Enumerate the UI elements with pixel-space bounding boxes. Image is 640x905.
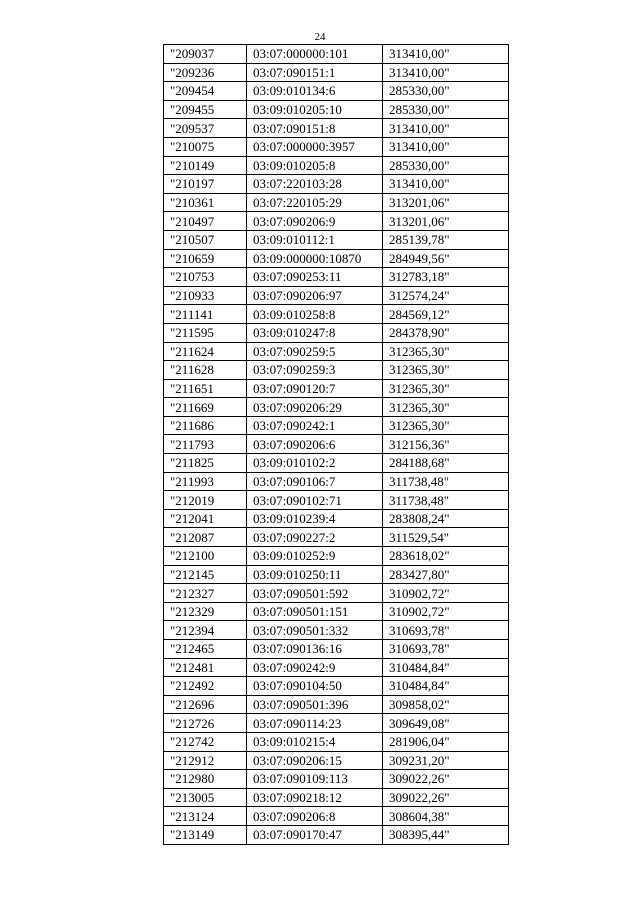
cadastral-number-cell: 03:09:010112:1 bbox=[247, 230, 383, 249]
table-row bbox=[164, 677, 509, 696]
cadastral-number-cell: 03:09:010134:6 bbox=[247, 82, 383, 101]
row-id-cell: "209037 bbox=[164, 45, 247, 64]
page-number: 24 bbox=[314, 31, 326, 43]
table-row bbox=[164, 286, 509, 305]
amount-cell: 308395,44" bbox=[383, 825, 509, 844]
table-row bbox=[164, 398, 509, 417]
row-id-cell: "213005 bbox=[164, 788, 247, 807]
amount-cell: 311529,54" bbox=[383, 528, 509, 547]
amount-cell: 285330,00" bbox=[383, 100, 509, 119]
row-id-cell: "212087 bbox=[164, 528, 247, 547]
amount-cell: 312783,18" bbox=[383, 268, 509, 287]
cadastral-number-cell: 03:09:010239:4 bbox=[247, 509, 383, 528]
amount-cell: 285330,00" bbox=[383, 82, 509, 101]
row-id-cell: "212980 bbox=[164, 770, 247, 789]
amount-cell: 308604,38" bbox=[383, 807, 509, 826]
table-row bbox=[164, 770, 509, 789]
table-row bbox=[164, 658, 509, 677]
table-row bbox=[164, 305, 509, 324]
amount-cell: 311738,48" bbox=[383, 491, 509, 510]
amount-cell: 311738,48" bbox=[383, 472, 509, 491]
cadastral-number-cell: 03:09:010205:10 bbox=[247, 100, 383, 119]
cadastral-number-cell: 03:07:090206:97 bbox=[247, 286, 383, 305]
cadastral-number-cell: 03:07:090253:11 bbox=[247, 268, 383, 287]
row-id-cell: "212912 bbox=[164, 751, 247, 770]
amount-cell: 313410,00" bbox=[383, 137, 509, 156]
amount-cell: 313410,00" bbox=[383, 63, 509, 82]
amount-cell: 309231,20" bbox=[383, 751, 509, 770]
row-id-cell: "210753 bbox=[164, 268, 247, 287]
row-id-cell: "212696 bbox=[164, 695, 247, 714]
cadastral-number-cell: 03:07:090170:47 bbox=[247, 825, 383, 844]
row-id-cell: "211669 bbox=[164, 398, 247, 417]
table-row bbox=[164, 454, 509, 473]
row-id-cell: "212465 bbox=[164, 640, 247, 659]
table-row bbox=[164, 528, 509, 547]
table-row bbox=[164, 416, 509, 435]
row-id-cell: "209236 bbox=[164, 63, 247, 82]
amount-cell: 313410,00" bbox=[383, 175, 509, 194]
table-row bbox=[164, 175, 509, 194]
table-row bbox=[164, 249, 509, 268]
cadastral-number-cell: 03:09:010205:8 bbox=[247, 156, 383, 175]
amount-cell: 281906,04" bbox=[383, 732, 509, 751]
cadastral-number-cell: 03:07:090242:9 bbox=[247, 658, 383, 677]
row-id-cell: "210075 bbox=[164, 137, 247, 156]
amount-cell: 309022,26" bbox=[383, 770, 509, 789]
row-id-cell: "209454 bbox=[164, 82, 247, 101]
cadastral-number-cell: 03:07:090501:332 bbox=[247, 621, 383, 640]
amount-cell: 285330,00" bbox=[383, 156, 509, 175]
table-body bbox=[164, 45, 509, 845]
cadastral-number-cell: 03:07:090120:7 bbox=[247, 379, 383, 398]
table-row bbox=[164, 379, 509, 398]
row-id-cell: "212481 bbox=[164, 658, 247, 677]
row-id-cell: "210933 bbox=[164, 286, 247, 305]
row-id-cell: "211141 bbox=[164, 305, 247, 324]
cadastral-number-cell: 03:07:090227:2 bbox=[247, 528, 383, 547]
table-row bbox=[164, 640, 509, 659]
row-id-cell: "213124 bbox=[164, 807, 247, 826]
amount-cell: 310902,72" bbox=[383, 584, 509, 603]
cadastral-number-cell: 03:07:090206:8 bbox=[247, 807, 383, 826]
data-table bbox=[163, 44, 509, 845]
table-row bbox=[164, 193, 509, 212]
amount-cell: 285139,78" bbox=[383, 230, 509, 249]
row-id-cell: "211651 bbox=[164, 379, 247, 398]
cadastral-number-cell: 03:09:010247:8 bbox=[247, 323, 383, 342]
table-row bbox=[164, 230, 509, 249]
cadastral-number-cell: 03:07:090151:1 bbox=[247, 63, 383, 82]
amount-cell: 310693,78" bbox=[383, 621, 509, 640]
row-id-cell: "212742 bbox=[164, 732, 247, 751]
row-id-cell: "212041 bbox=[164, 509, 247, 528]
cadastral-number-cell: 03:07:090259:3 bbox=[247, 361, 383, 380]
table-row bbox=[164, 156, 509, 175]
table-row bbox=[164, 268, 509, 287]
amount-cell: 310693,78" bbox=[383, 640, 509, 659]
cadastral-number-cell: 03:07:220103:28 bbox=[247, 175, 383, 194]
table-row bbox=[164, 695, 509, 714]
amount-cell: 313410,00" bbox=[383, 45, 509, 64]
amount-cell: 312365,30" bbox=[383, 398, 509, 417]
amount-cell: 283618,02" bbox=[383, 547, 509, 566]
amount-cell: 309858,02" bbox=[383, 695, 509, 714]
cadastral-number-cell: 03:07:090206:15 bbox=[247, 751, 383, 770]
table-row bbox=[164, 100, 509, 119]
cadastral-number-cell: 03:07:090136:16 bbox=[247, 640, 383, 659]
table-row bbox=[164, 212, 509, 231]
row-id-cell: "211628 bbox=[164, 361, 247, 380]
cadastral-number-cell: 03:07:220105:29 bbox=[247, 193, 383, 212]
cadastral-number-cell: 03:07:090501:592 bbox=[247, 584, 383, 603]
row-id-cell: "211825 bbox=[164, 454, 247, 473]
amount-cell: 313410,00" bbox=[383, 119, 509, 138]
amount-cell: 284188,68" bbox=[383, 454, 509, 473]
row-id-cell: "209455 bbox=[164, 100, 247, 119]
amount-cell: 283427,80" bbox=[383, 565, 509, 584]
amount-cell: 313201,06" bbox=[383, 212, 509, 231]
row-id-cell: "210659 bbox=[164, 249, 247, 268]
row-id-cell: "209537 bbox=[164, 119, 247, 138]
cadastral-number-cell: 03:07:090114:23 bbox=[247, 714, 383, 733]
cadastral-number-cell: 03:09:010252:9 bbox=[247, 547, 383, 566]
table-row bbox=[164, 714, 509, 733]
row-id-cell: "212329 bbox=[164, 602, 247, 621]
cadastral-number-cell: 03:07:090151:8 bbox=[247, 119, 383, 138]
table-row bbox=[164, 435, 509, 454]
cadastral-number-cell: 03:09:010258:8 bbox=[247, 305, 383, 324]
table-row bbox=[164, 825, 509, 844]
amount-cell: 312574,24" bbox=[383, 286, 509, 305]
amount-cell: 284949,56" bbox=[383, 249, 509, 268]
table-row bbox=[164, 732, 509, 751]
cadastral-number-cell: 03:09:010250:11 bbox=[247, 565, 383, 584]
row-id-cell: "212726 bbox=[164, 714, 247, 733]
row-id-cell: "213149 bbox=[164, 825, 247, 844]
cadastral-number-cell: 03:07:090102:71 bbox=[247, 491, 383, 510]
cadastral-number-cell: 03:07:090109:113 bbox=[247, 770, 383, 789]
amount-cell: 312365,30" bbox=[383, 361, 509, 380]
row-id-cell: "211993 bbox=[164, 472, 247, 491]
row-id-cell: "211793 bbox=[164, 435, 247, 454]
cadastral-number-cell: 03:07:090218:12 bbox=[247, 788, 383, 807]
table-row bbox=[164, 751, 509, 770]
amount-cell: 310902,72" bbox=[383, 602, 509, 621]
cadastral-number-cell: 03:07:090206:9 bbox=[247, 212, 383, 231]
cadastral-number-cell: 03:07:090242:1 bbox=[247, 416, 383, 435]
cadastral-number-cell: 03:09:000000:10870 bbox=[247, 249, 383, 268]
table-row bbox=[164, 807, 509, 826]
cadastral-number-cell: 03:07:090501:151 bbox=[247, 602, 383, 621]
table-row bbox=[164, 361, 509, 380]
amount-cell: 313201,06" bbox=[383, 193, 509, 212]
row-id-cell: "212327 bbox=[164, 584, 247, 603]
cadastral-number-cell: 03:07:090106:7 bbox=[247, 472, 383, 491]
cadastral-number-cell: 03:07:090104:50 bbox=[247, 677, 383, 696]
table-row bbox=[164, 491, 509, 510]
amount-cell: 312156,36" bbox=[383, 435, 509, 454]
row-id-cell: "211595 bbox=[164, 323, 247, 342]
row-id-cell: "212145 bbox=[164, 565, 247, 584]
amount-cell: 283808,24" bbox=[383, 509, 509, 528]
row-id-cell: "212019 bbox=[164, 491, 247, 510]
amount-cell: 312365,30" bbox=[383, 342, 509, 361]
table-row bbox=[164, 45, 509, 64]
row-id-cell: "210197 bbox=[164, 175, 247, 194]
cadastral-number-cell: 03:07:090501:396 bbox=[247, 695, 383, 714]
table-row bbox=[164, 547, 509, 566]
table-row bbox=[164, 788, 509, 807]
row-id-cell: "211686 bbox=[164, 416, 247, 435]
row-id-cell: "210149 bbox=[164, 156, 247, 175]
amount-cell: 310484,84" bbox=[383, 658, 509, 677]
table-row bbox=[164, 323, 509, 342]
amount-cell: 309649,08" bbox=[383, 714, 509, 733]
table-row bbox=[164, 119, 509, 138]
row-id-cell: "210507 bbox=[164, 230, 247, 249]
amount-cell: 312365,30" bbox=[383, 416, 509, 435]
row-id-cell: "212100 bbox=[164, 547, 247, 566]
amount-cell: 284378,90" bbox=[383, 323, 509, 342]
amount-cell: 284569,12" bbox=[383, 305, 509, 324]
cadastral-number-cell: 03:07:090259:5 bbox=[247, 342, 383, 361]
cadastral-number-cell: 03:09:010102:2 bbox=[247, 454, 383, 473]
table-row bbox=[164, 63, 509, 82]
amount-cell: 309022,26" bbox=[383, 788, 509, 807]
table-row bbox=[164, 137, 509, 156]
table-row bbox=[164, 621, 509, 640]
row-id-cell: "210361 bbox=[164, 193, 247, 212]
cadastral-number-cell: 03:07:000000:3957 bbox=[247, 137, 383, 156]
table-row bbox=[164, 509, 509, 528]
row-id-cell: "211624 bbox=[164, 342, 247, 361]
row-id-cell: "210497 bbox=[164, 212, 247, 231]
row-id-cell: "212492 bbox=[164, 677, 247, 696]
amount-cell: 310484,84" bbox=[383, 677, 509, 696]
table-row bbox=[164, 82, 509, 101]
table-row bbox=[164, 584, 509, 603]
cadastral-number-cell: 03:07:090206:29 bbox=[247, 398, 383, 417]
table-row bbox=[164, 342, 509, 361]
cadastral-number-cell: 03:07:090206:6 bbox=[247, 435, 383, 454]
row-id-cell: "212394 bbox=[164, 621, 247, 640]
cadastral-number-cell: 03:07:000000:101 bbox=[247, 45, 383, 64]
amount-cell: 312365,30" bbox=[383, 379, 509, 398]
cadastral-number-cell: 03:09:010215:4 bbox=[247, 732, 383, 751]
table-row bbox=[164, 565, 509, 584]
table-row bbox=[164, 472, 509, 491]
table-row bbox=[164, 602, 509, 621]
